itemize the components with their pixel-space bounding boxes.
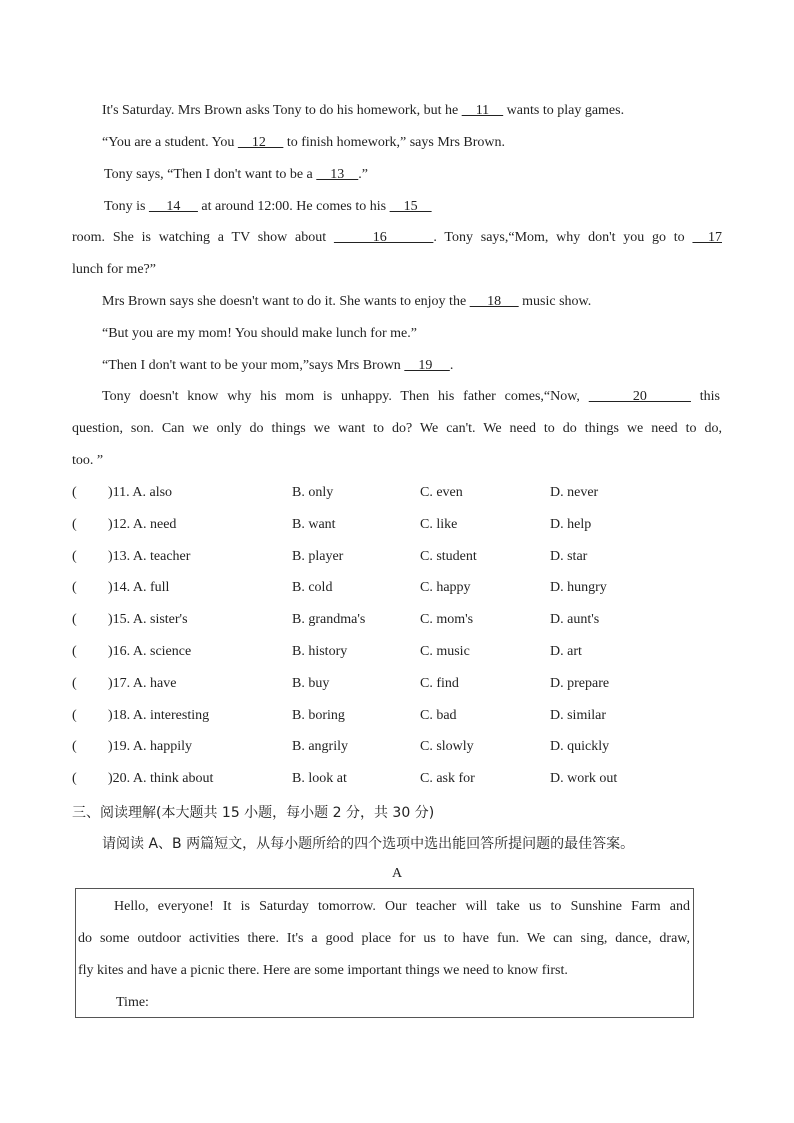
blank-11: 11 xyxy=(461,103,504,118)
passage-line-1 xyxy=(102,102,624,120)
question-row xyxy=(72,579,722,597)
text: “Then I don't want to be your mom,”says Mrs Brown xyxy=(102,358,405,373)
blank-13: 13 xyxy=(316,167,359,182)
option-d: D. never xyxy=(550,485,599,500)
passage-line-2 xyxy=(102,134,505,152)
blank-19: 19 xyxy=(404,358,450,373)
option-c: C. find xyxy=(420,675,459,691)
option-d: D. work out xyxy=(550,771,618,787)
text: at around 12:00. He comes to his xyxy=(197,199,390,214)
option-c: C. slowly xyxy=(420,739,474,755)
text: .” xyxy=(358,167,368,182)
question-number-option-a: )18. A. interesting xyxy=(108,707,210,723)
answer-paren: ( xyxy=(72,644,77,659)
box-line-2: do some outdoor activities there. It's a good place for us to have fun. We can sing, dance, draw, xyxy=(78,931,690,946)
answer-paren: ( xyxy=(72,612,77,628)
option-c: C. student xyxy=(420,548,477,564)
option-b: B. angrily xyxy=(292,739,348,755)
text: Tony is xyxy=(104,199,149,214)
text: this xyxy=(690,389,721,404)
text: Tony doesn't know why his mom is unhappy. Then his father comes,“Now, xyxy=(102,389,589,404)
question-row xyxy=(72,548,722,566)
question-number-option-a: )19. A. happily xyxy=(108,739,192,755)
text: room. She is watching a TV show about xyxy=(72,230,334,245)
blank-16: 16 xyxy=(333,230,434,245)
passage-line-6: lunch for me?” xyxy=(72,262,156,277)
section-title: 三、阅读理解(本大题共 15 小题，每小题 2 分，共 30 分) xyxy=(72,805,435,821)
question-number-option-a: )12. A. need xyxy=(108,516,177,532)
passage-line-11: question, son. Can we only do things we want to do? We can't. We need to do things we need to do, xyxy=(72,421,722,436)
passage-line-5 xyxy=(72,229,722,247)
option-b: B. buy xyxy=(292,675,330,691)
answer-paren: ( xyxy=(72,516,77,532)
option-d: D. quickly xyxy=(550,739,610,755)
passage-line-8: “But you are my mom! You should make lunch for me.” xyxy=(102,326,417,341)
question-number-option-a: )11. A. also xyxy=(108,485,173,500)
question-row xyxy=(72,675,722,693)
option-b: B. want xyxy=(292,516,336,532)
question-row xyxy=(72,643,722,661)
question-row xyxy=(72,770,722,788)
question-number-option-a: )15. A. sister's xyxy=(108,612,188,628)
blank-18: 18 xyxy=(469,294,519,309)
blank-12: 12 xyxy=(237,135,284,150)
option-d: D. aunt's xyxy=(550,612,600,628)
question-row xyxy=(72,516,722,534)
option-b: B. cold xyxy=(292,580,333,596)
option-c: C. music xyxy=(420,644,470,659)
text: “You are a student. You xyxy=(102,135,238,150)
answer-paren: ( xyxy=(72,580,77,596)
option-c: C. like xyxy=(420,516,458,532)
question-number-option-a: )14. A. full xyxy=(108,580,170,596)
question-row xyxy=(72,707,722,725)
answer-paren: ( xyxy=(72,548,77,564)
section-instruction: 请阅读 A、B 两篇短文，从每小题所给的四个选项中选出能回答所提问题的最佳答案。 xyxy=(102,836,635,852)
text: Tony says, “Then I don't want to be a xyxy=(104,167,317,182)
option-c: C. even xyxy=(420,485,463,500)
box-line-3: fly kites and have a picnic there. Here are some important things we need to know first. xyxy=(78,963,568,978)
option-d: D. hungry xyxy=(550,580,607,596)
option-d: D. help xyxy=(550,516,592,532)
option-d: D. similar xyxy=(550,707,606,723)
answer-paren: ( xyxy=(72,739,77,755)
option-d: D. art xyxy=(550,644,582,659)
question-number-option-a: )16. A. science xyxy=(108,644,192,659)
passage-line-7 xyxy=(102,293,591,311)
question-row xyxy=(72,611,722,629)
answer-paren: ( xyxy=(72,675,77,691)
option-c: C. happy xyxy=(420,580,471,596)
answer-paren: ( xyxy=(72,771,77,787)
passage-line-10 xyxy=(102,388,720,406)
box-line-1: Hello, everyone! It is Saturday tomorrow. Our teacher will take us to Sunshine Farm and xyxy=(114,899,690,914)
text: It's Saturday. Mrs Brown asks Tony to do his homework, but he xyxy=(102,103,462,118)
option-b: B. boring xyxy=(292,707,345,723)
passage-letter: A xyxy=(391,866,403,881)
blank-17: 17 xyxy=(692,230,722,245)
passage-line-3 xyxy=(104,166,368,184)
question-number-option-a: )20. A. think about xyxy=(108,771,214,787)
answer-paren: ( xyxy=(72,707,77,723)
option-c: C. bad xyxy=(420,707,457,723)
option-b: B. grandma's xyxy=(292,612,366,628)
blank-14: 14 xyxy=(148,199,198,214)
text: music show. xyxy=(518,294,592,309)
passage-line-9 xyxy=(102,357,453,375)
option-c: C. mom's xyxy=(420,612,474,628)
text: . Tony says,“Mom, why don't you go to xyxy=(433,230,693,245)
passage-line-12: too. ” xyxy=(72,453,104,468)
option-d: D. prepare xyxy=(550,675,610,691)
text: . xyxy=(449,358,454,373)
option-b: B. player xyxy=(292,548,344,564)
option-b: B. only xyxy=(292,485,334,500)
option-d: D. star xyxy=(550,548,588,564)
question-row xyxy=(72,484,722,502)
reading-passage-box xyxy=(75,888,694,1018)
option-b: B. history xyxy=(292,644,348,659)
blank-15: 15 xyxy=(389,199,432,214)
question-row xyxy=(72,738,722,756)
option-b: B. look at xyxy=(292,771,347,787)
question-number-option-a: )17. A. have xyxy=(108,675,177,691)
question-number-option-a: )13. A. teacher xyxy=(108,548,191,564)
blank-20: 20 xyxy=(588,389,691,404)
box-line-4: Time: xyxy=(116,995,149,1010)
text: Mrs Brown says she doesn't want to do it. She wants to enjoy the xyxy=(102,294,470,309)
option-c: C. ask for xyxy=(420,771,475,787)
text: to finish homework,” says Mrs Brown. xyxy=(283,135,506,150)
answer-paren: ( xyxy=(72,485,77,500)
text: wants to play games. xyxy=(503,103,625,118)
passage-line-4 xyxy=(104,198,432,216)
